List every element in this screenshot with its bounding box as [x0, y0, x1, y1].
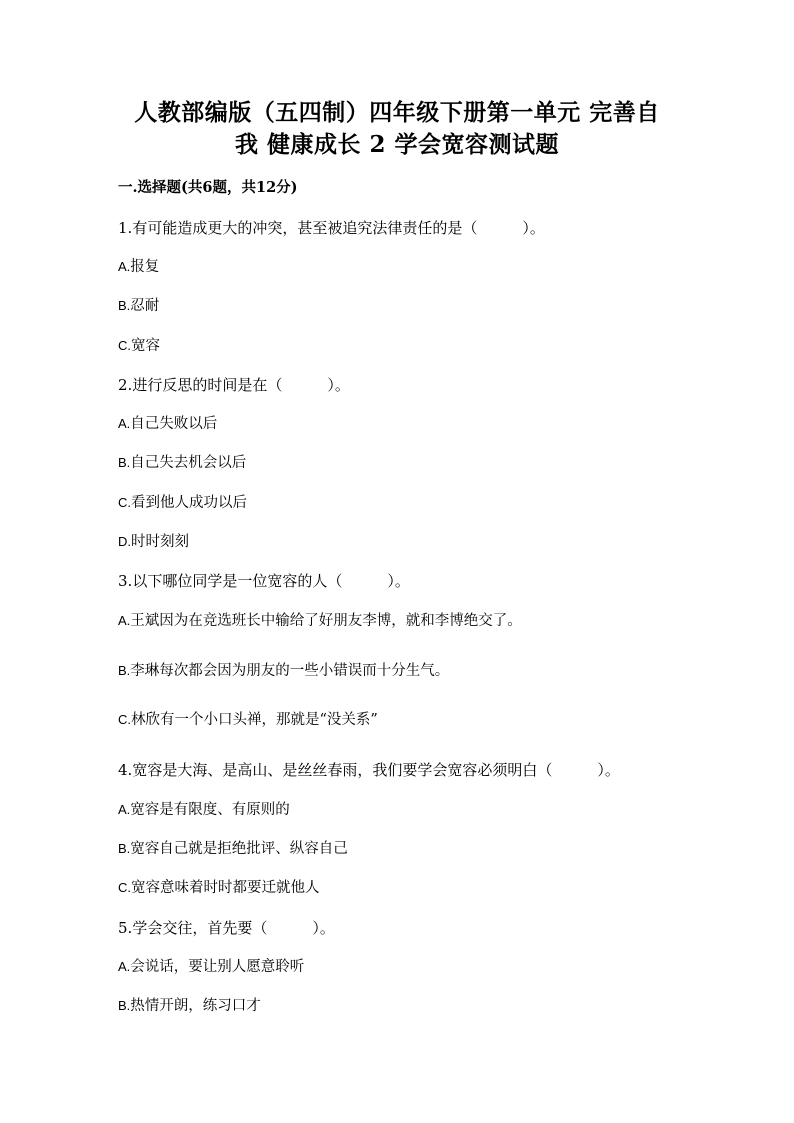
option-text: 宽容自己就是拒绝批评、纵容自己 [130, 841, 348, 857]
question-5-option-a [118, 957, 304, 977]
question-3-option-b [118, 661, 449, 681]
question-2-option-a [118, 414, 217, 434]
question-2-option-d [118, 532, 189, 552]
question-text: 进行反思的时间是在（ ）。 [132, 376, 350, 394]
question-5-option-b [118, 996, 261, 1016]
option-letter: B. [118, 663, 131, 678]
option-letter: A. [118, 959, 131, 974]
option-text: 自己失去机会以后 [130, 455, 247, 471]
question-4-option-b [118, 839, 348, 859]
option-text: 宽容是有限度、有原则的 [130, 802, 290, 818]
question-number: 4. [118, 761, 133, 779]
question-3-option-a [118, 611, 522, 631]
question-4-option-a [118, 800, 290, 820]
question-1-option-c [118, 336, 160, 356]
question-3-option-c [118, 710, 378, 730]
option-text: 会说话，要让别人愿意聆听 [130, 959, 305, 975]
question-3 [118, 571, 410, 591]
question-text: 有可能造成更大的冲突，甚至被追究法律责任的是（ ）。 [132, 219, 545, 237]
option-text: 时时刻刻 [131, 534, 189, 550]
option-letter: A. [118, 416, 131, 431]
question-2 [118, 375, 350, 395]
option-letter: A. [118, 802, 131, 817]
section-heading: 一.选择题(共6题，共12分) [118, 179, 298, 196]
option-letter: C. [118, 712, 131, 727]
question-number: 5. [118, 919, 133, 937]
question-1-option-a [118, 257, 159, 277]
option-letter: B. [118, 455, 131, 470]
option-text: 宽容 [131, 338, 160, 354]
option-letter: A. [118, 259, 131, 274]
question-4-option-c [118, 878, 320, 898]
option-text: 热情开朗，练习口才 [130, 998, 261, 1014]
option-text: 林欣有一个小口头禅，那就是“没关系” [131, 712, 378, 728]
option-letter: B. [118, 998, 131, 1013]
option-letter: B. [118, 298, 131, 313]
option-letter: D. [118, 534, 131, 549]
option-letter: B. [118, 841, 131, 856]
question-number: 1. [118, 219, 133, 237]
question-1-option-b [118, 296, 159, 316]
option-letter: C. [118, 880, 131, 895]
question-1 [118, 218, 545, 238]
option-letter: C. [118, 338, 131, 353]
option-text: 自己失败以后 [130, 416, 218, 432]
option-text: 看到他人成功以后 [131, 495, 247, 511]
question-2-option-c [118, 493, 247, 513]
option-letter: C. [118, 495, 131, 510]
option-text: 忍耐 [130, 298, 160, 314]
option-letter: A. [118, 613, 131, 628]
option-text: 报复 [130, 259, 160, 275]
question-2-option-b [118, 453, 246, 473]
question-text: 学会交往，首先要（ ）。 [132, 919, 335, 937]
question-4 [118, 760, 620, 780]
option-text: 宽容意味着时时都要迁就他人 [131, 880, 320, 896]
option-text: 王斌因为在竞选班长中输给了好朋友李博，就和李博绝交了。 [130, 613, 522, 629]
question-text: 以下哪位同学是一位宽容的人（ ）。 [132, 572, 410, 590]
document-title-line-2: 我 健康成长 2 学会宽容测试题 [234, 131, 560, 158]
option-text: 李琳每次都会因为朋友的一些小错误而十分生气。 [130, 663, 450, 679]
document-title-line-1: 人教部编版（五四制）四年级下册第一单元 完善自 [134, 99, 660, 126]
question-5 [118, 918, 335, 938]
question-number: 3. [118, 572, 133, 590]
question-text: 宽容是大海、是高山、是丝丝春雨，我们要学会宽容必须明白（ ）。 [132, 761, 620, 779]
question-number: 2. [118, 376, 133, 394]
